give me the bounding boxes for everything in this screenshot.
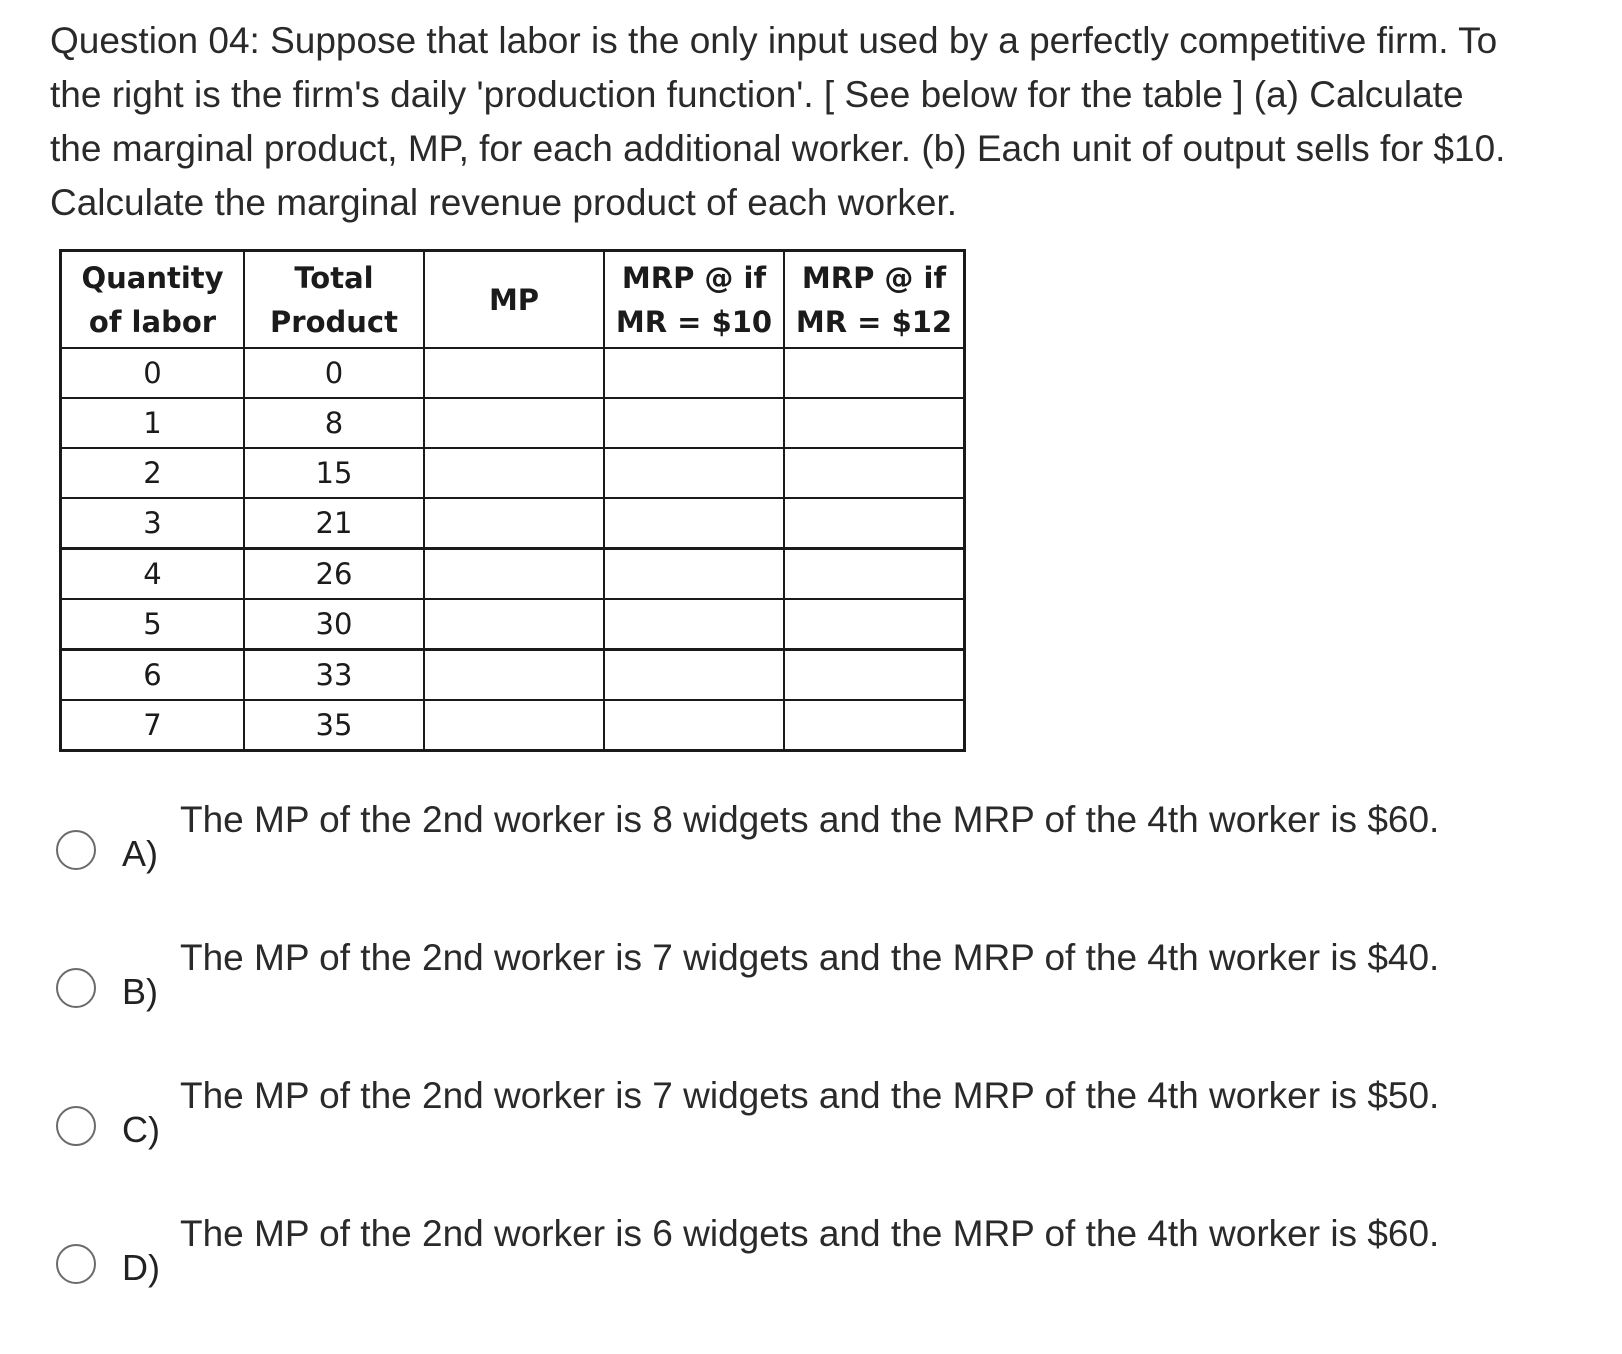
cell-mrp-12: [784, 599, 965, 650]
cell-labor: 7: [61, 700, 245, 751]
header-line: of labor: [88, 304, 217, 339]
option-b[interactable]: [56, 937, 1556, 1078]
header-line: MRP @ if: [621, 260, 767, 295]
cell-total-product: 15: [244, 448, 424, 498]
table-row: [61, 599, 965, 650]
option-c[interactable]: [56, 1075, 1556, 1216]
cell-mrp-10: [604, 348, 784, 398]
cell-mp: [424, 700, 604, 751]
cell-mrp-12: [784, 498, 965, 549]
option-a-text: The MP of the 2nd worker is 8 widgets and the MRP of the 4th worker is $60.: [180, 799, 1440, 840]
option-d[interactable]: [56, 1213, 1556, 1354]
option-a-letter: A): [122, 833, 158, 874]
option-c-radio[interactable]: [56, 1106, 96, 1146]
header-total-product: [244, 251, 424, 349]
cell-mrp-12: [784, 700, 965, 751]
table-row: [61, 398, 965, 448]
cell-mp: [424, 348, 604, 398]
cell-mrp-10: [604, 448, 784, 498]
cell-labor: 6: [61, 650, 245, 701]
cell-total-product: 30: [244, 599, 424, 650]
cell-mrp-10: [604, 599, 784, 650]
cell-mrp-10: [604, 498, 784, 549]
cell-total-product: 35: [244, 700, 424, 751]
cell-mrp-10: [604, 549, 784, 600]
header-line: Product: [270, 304, 398, 339]
cell-labor: 3: [61, 498, 245, 549]
option-d-radio[interactable]: [56, 1244, 96, 1284]
cell-labor: 5: [61, 599, 245, 650]
header-line: MP: [488, 282, 540, 317]
cell-mrp-12: [784, 398, 965, 448]
option-d-text: The MP of the 2nd worker is 6 widgets and the MRP of the 4th worker is $60.: [180, 1213, 1440, 1254]
header-line: Total: [294, 260, 374, 295]
table-row: [61, 348, 965, 398]
cell-mp: [424, 549, 604, 600]
cell-mp: [424, 599, 604, 650]
production-table: [59, 249, 966, 752]
cell-mp: [424, 498, 604, 549]
cell-mrp-10: [604, 398, 784, 448]
header-line: MR = $10: [615, 304, 773, 339]
header-line: MR = $12: [795, 304, 953, 339]
cell-mrp-12: [784, 650, 965, 701]
cell-mrp-12: [784, 348, 965, 398]
option-a-radio[interactable]: [56, 830, 96, 870]
option-c-text: The MP of the 2nd worker is 7 widgets and the MRP of the 4th worker is $50.: [180, 1075, 1440, 1116]
cell-total-product: 33: [244, 650, 424, 701]
cell-labor: 4: [61, 549, 245, 600]
header-line: MRP @ if: [801, 260, 947, 295]
table-header-row: [61, 251, 965, 349]
table-row: [61, 549, 965, 600]
table-row: [61, 650, 965, 701]
option-c-letter: C): [122, 1109, 160, 1150]
production-table-container: [59, 249, 966, 752]
option-b-text: The MP of the 2nd worker is 7 widgets and the MRP of the 4th worker is $40.: [180, 937, 1440, 978]
cell-total-product: 8: [244, 398, 424, 448]
option-b-radio[interactable]: [56, 968, 96, 1008]
header-mp: [424, 251, 604, 349]
header-mrp-12: [784, 251, 965, 349]
table-row: [61, 700, 965, 751]
table-row: [61, 498, 965, 549]
cell-mrp-12: [784, 448, 965, 498]
cell-total-product: 0: [244, 348, 424, 398]
cell-total-product: 26: [244, 549, 424, 600]
question-text: Question 04: Suppose that labor is the only input used by a perfectly competitive firm. To the right is the firm's daily 'production function'. [ See below for the table ] (a) Calculate the marginal product, MP, for each additional worker. (b) Each unit of output sells for $10. Calculate the marginal revenue product of each worker.: [50, 20, 1506, 223]
table-row: [61, 448, 965, 498]
header-mrp-10: [604, 251, 784, 349]
cell-mrp-12: [784, 549, 965, 600]
header-quantity-of-labor: [61, 251, 245, 349]
cell-mp: [424, 650, 604, 701]
cell-labor: 1: [61, 398, 245, 448]
cell-labor: 0: [61, 348, 245, 398]
header-line: Quantity: [81, 260, 224, 295]
cell-mrp-10: [604, 650, 784, 701]
cell-mp: [424, 398, 604, 448]
cell-mp: [424, 448, 604, 498]
option-d-letter: D): [122, 1247, 160, 1288]
option-b-letter: B): [122, 971, 158, 1012]
option-a[interactable]: [56, 799, 1556, 940]
cell-labor: 2: [61, 448, 245, 498]
cell-mrp-10: [604, 700, 784, 751]
cell-total-product: 21: [244, 498, 424, 549]
